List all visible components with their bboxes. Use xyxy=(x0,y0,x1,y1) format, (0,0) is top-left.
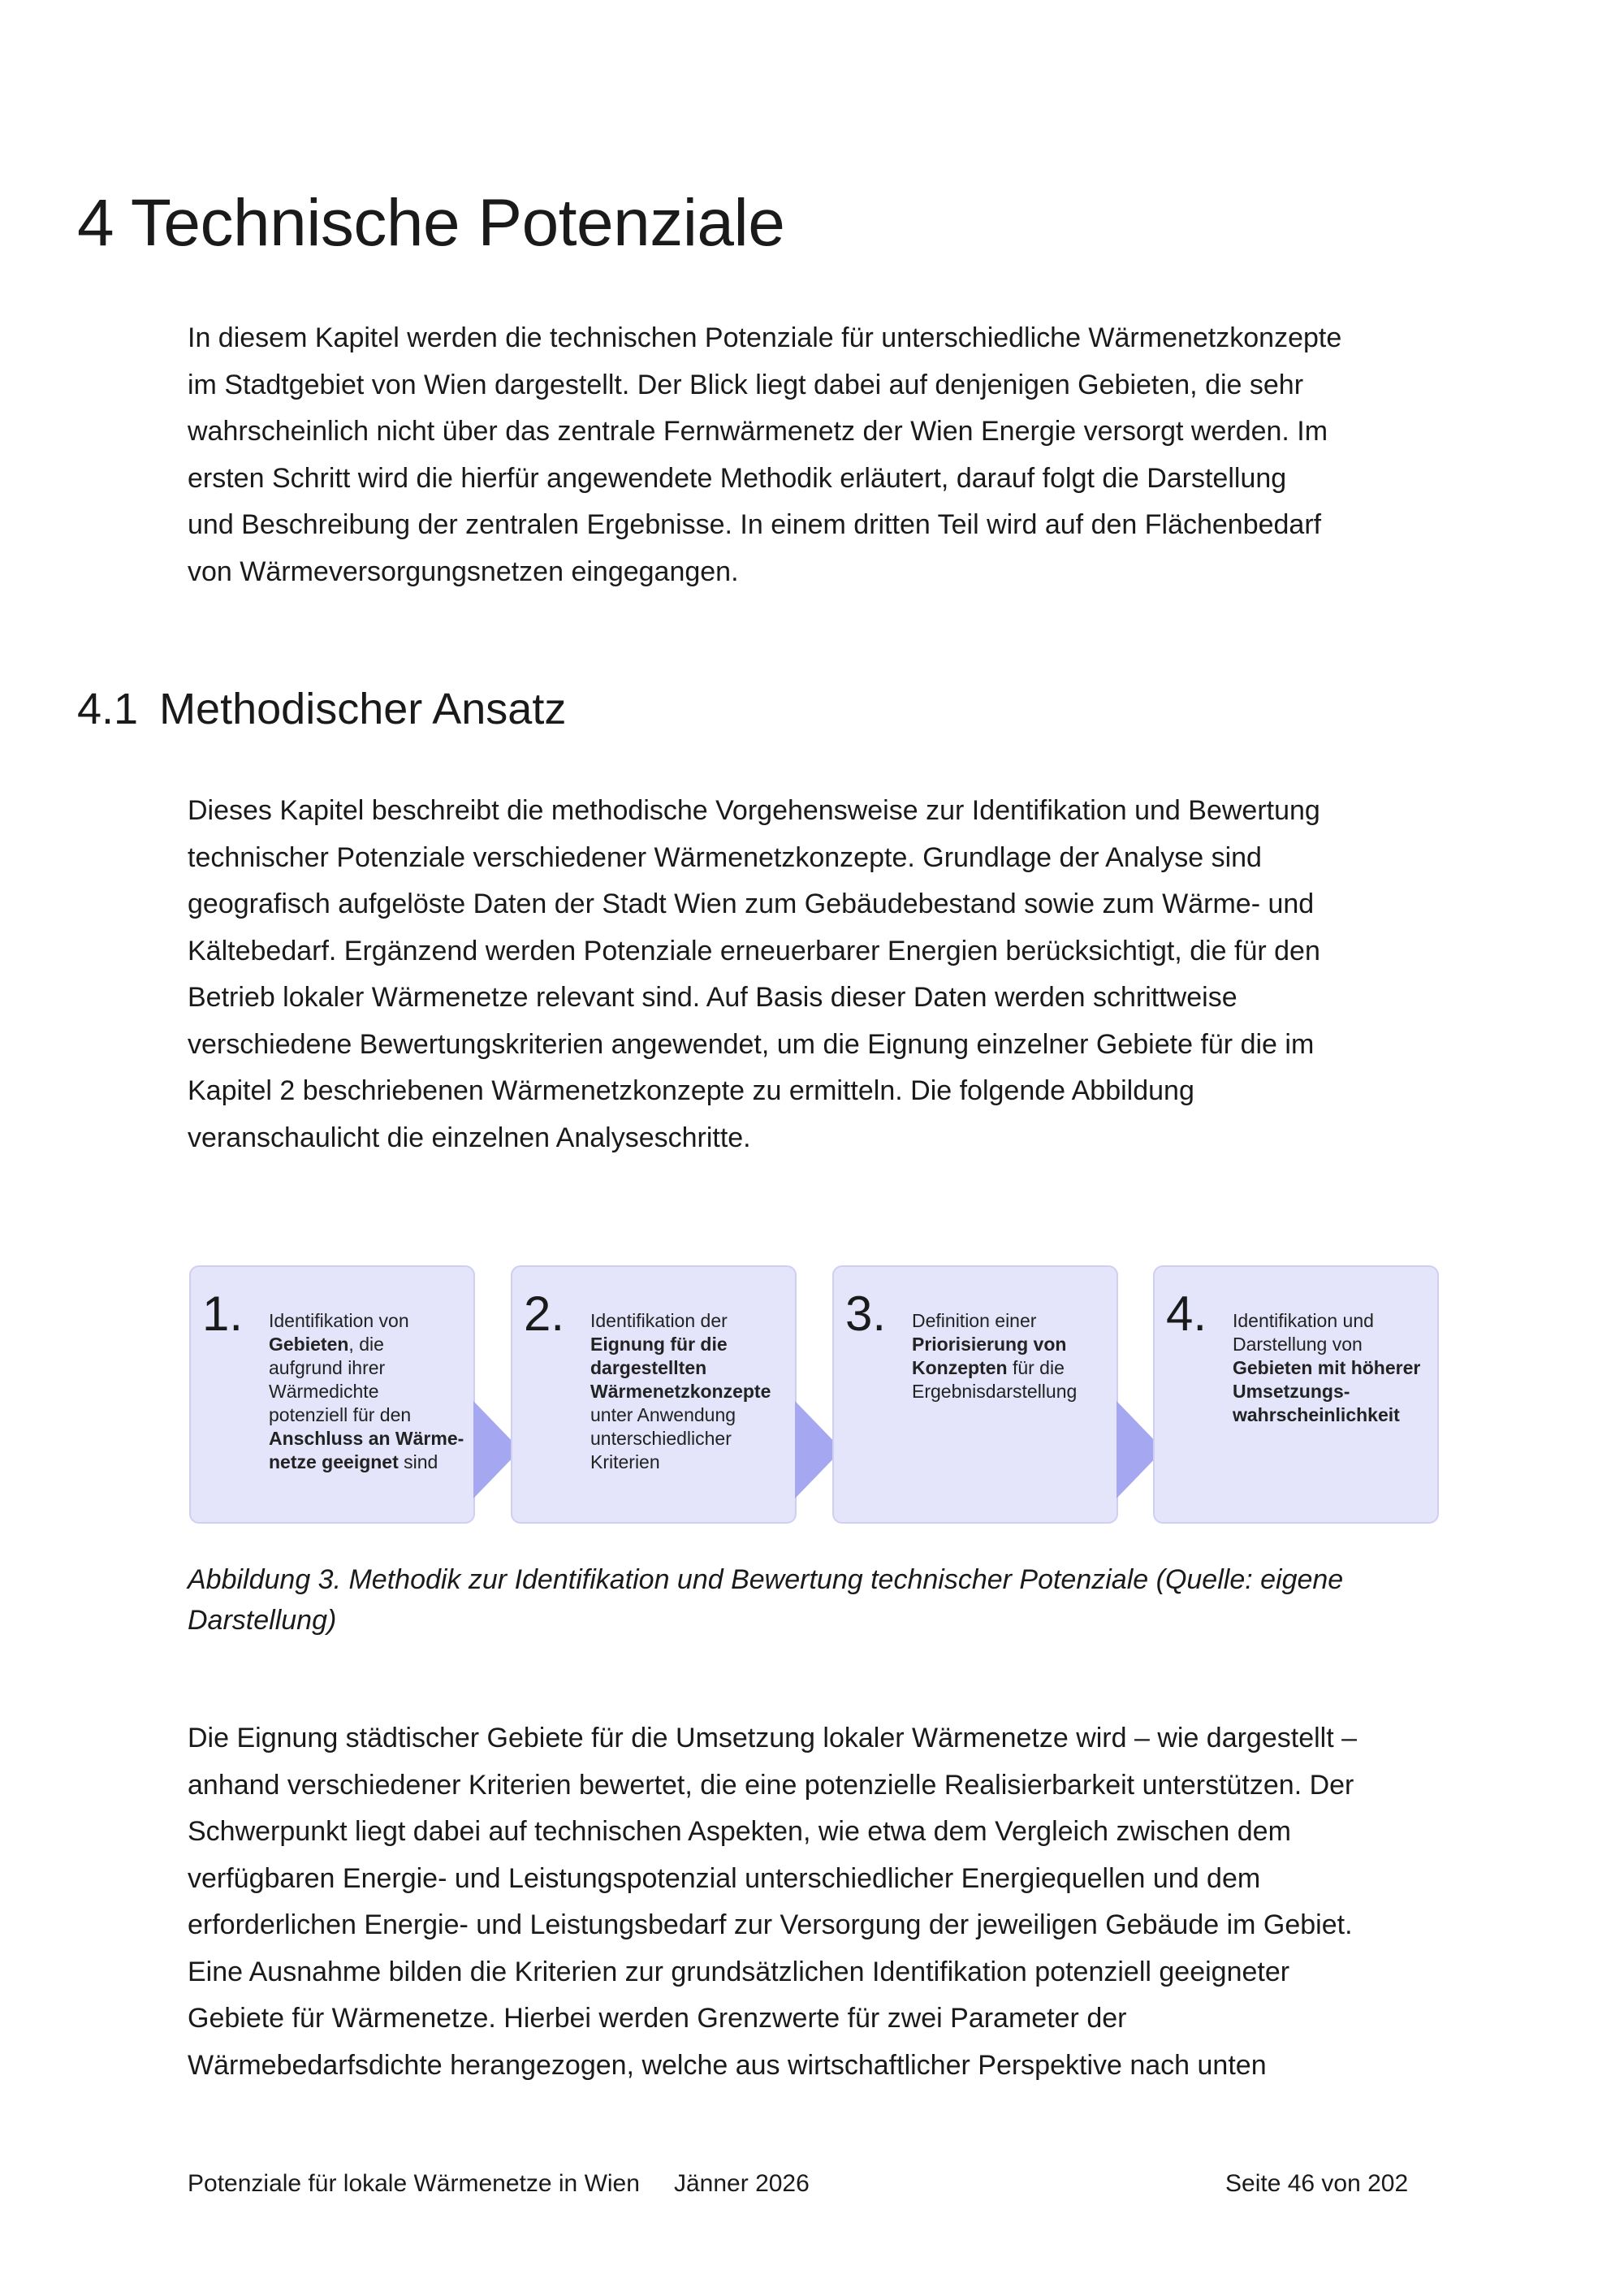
text-line: wahrscheinlich nicht über das zentrale Fernwärmenetz der Wien Energie versorgt werden. Im xyxy=(188,416,1328,447)
step-text-segment: Gebieten mit höherer xyxy=(1233,1357,1421,1378)
figure-caption xyxy=(188,1559,1343,1641)
step-text-segment: , die xyxy=(348,1334,384,1355)
text-line: Betrieb lokaler Wärmenetze relevant sind. Auf Basis dieser Daten werden schrittweise xyxy=(188,982,1237,1013)
text-line: ersten Schritt wird die hierfür angewendete Methodik erläutert, darauf folgt die Darstellung xyxy=(188,462,1287,494)
text-line: Gebiete für Wärmenetze. Hierbei werden Grenzwerte für zwei Parameter der xyxy=(188,2003,1127,2034)
text-line: im Stadtgebiet von Wien dargestellt. Der Blick liegt dabei auf denjenigen Gebieten, die sehr xyxy=(188,369,1304,400)
text-line: verfügbaren Energie- und Leistungspotenzial unterschiedlicher Energiequellen und dem xyxy=(188,1862,1261,1894)
step-text-segment: Priorisierung von xyxy=(912,1334,1067,1355)
text-line: Dieses Kapitel beschreibt die methodische Vorgehensweise zur Identifikation und Bewertung xyxy=(188,795,1320,826)
text-line: Darstellung) xyxy=(188,1605,337,1636)
step-text-segment: sind xyxy=(398,1451,438,1472)
step-text-segment: potenziell für den xyxy=(269,1404,412,1425)
footer-date: Jänner 2026 xyxy=(674,2170,810,2197)
text-line: verschiedene Bewertungskriterien angewendet, um die Eignung einzelner Gebiete für die im xyxy=(188,1028,1315,1060)
section-heading xyxy=(77,684,566,734)
step-number: 2. xyxy=(524,1286,565,1341)
step-box-1 xyxy=(189,1265,475,1524)
step-text-segment: Wärmenetzkonzepte xyxy=(590,1381,771,1402)
step-text-segment: netze geeignet xyxy=(269,1451,399,1472)
step-text xyxy=(1233,1309,1420,1427)
step-box-2 xyxy=(511,1265,797,1524)
step-text-segment: Konzepten xyxy=(912,1357,1008,1378)
step-text-segment: unterschiedlicher xyxy=(590,1428,732,1449)
text-line: geografisch aufgelöste Daten der Stadt Wien zum Gebäudebestand sowie zum Wärme- und xyxy=(188,889,1315,919)
section-title: Methodischer Ansatz xyxy=(159,685,567,733)
text-line: Schwerpunkt liegt dabei auf technischen Aspekten, wie etwa dem Vergleich zwischen dem xyxy=(188,1816,1291,1847)
text-line: Eine Ausnahme bilden die Kriterien zur grundsätzlichen Identifikation potenziell geeigneter xyxy=(188,1956,1290,1987)
step-text-segment: Identifikation und xyxy=(1233,1310,1374,1331)
step-box-3 xyxy=(832,1265,1118,1524)
text-line: Kapitel 2 beschriebenen Wärmenetzkonzepte zu ermitteln. Die folgende Abbildung xyxy=(188,1075,1194,1106)
step-text-segment: Anschluss an Wärme- xyxy=(269,1428,464,1449)
footer-page-number: Seite 46 von 202 xyxy=(1225,2170,1409,2197)
step-number: 3. xyxy=(845,1286,887,1341)
body-paragraph xyxy=(188,1715,1357,2089)
step-text-segment: wahrscheinlichkeit xyxy=(1233,1404,1400,1425)
step-text xyxy=(912,1309,1077,1403)
step-text-segment: Wärmedichte xyxy=(269,1381,379,1402)
step-text-segment: dargestellten xyxy=(590,1357,707,1378)
text-line: Kältebedarf. Ergänzend werden Potenziale erneuerbarer Energien berücksichtigt, die für den xyxy=(188,935,1320,966)
text-line: Die Eignung städtischer Gebiete für die Umsetzung lokaler Wärmenetze wird – wie dargestellt – xyxy=(188,1723,1358,1753)
text-line: veranschaulicht die einzelnen Analyseschritte. xyxy=(188,1122,751,1153)
text-line: von Wärmeversorgungsnetzen eingegangen. xyxy=(188,556,739,587)
step-text-segment: Eignung für die xyxy=(590,1334,728,1355)
step-text-segment: Identifikation von xyxy=(269,1310,409,1331)
step-number: 4. xyxy=(1166,1286,1207,1341)
step-text xyxy=(269,1309,464,1474)
chapter-heading: 4 Technische Potenziale xyxy=(77,186,785,260)
step-text-segment: Ergebnisdarstellung xyxy=(912,1381,1078,1402)
text-line: und Beschreibung der zentralen Ergebnisse. In einem dritten Teil wird auf den Flächenbedarf xyxy=(188,509,1322,540)
step-text-segment: Umsetzungs- xyxy=(1233,1381,1350,1402)
step-text-segment: unter Anwendung xyxy=(590,1404,736,1425)
text-line: In diesem Kapitel werden die technischen Potenziale für unterschiedliche Wärmenetzkonzepte xyxy=(188,322,1342,353)
step-text-segment: aufgrund ihrer xyxy=(269,1357,386,1378)
step-number: 1. xyxy=(202,1286,244,1341)
step-text-segment: Gebieten xyxy=(269,1334,349,1355)
text-line: technischer Potenziale verschiedener Wärmenetzkonzepte. Grundlage der Analyse sind xyxy=(188,841,1262,873)
step-text xyxy=(590,1309,771,1474)
text-line: Abbildung 3. Methodik zur Identifikation und Bewertung technischer Potenziale (Quelle: eigene xyxy=(188,1564,1344,1595)
footer-title: Potenziale für lokale Wärmenetze in Wien xyxy=(188,2170,640,2197)
intro-paragraph xyxy=(188,315,1341,595)
step-text-segment: Kriterien xyxy=(590,1451,660,1472)
step-text-segment: für die xyxy=(1007,1357,1065,1378)
step-box-4 xyxy=(1153,1265,1439,1524)
step-text-segment: Darstellung von xyxy=(1233,1334,1363,1355)
text-line: Wärmebedarfsdichte herangezogen, welche aus wirtschaftlicher Perspektive nach unten xyxy=(188,2049,1267,2081)
method-paragraph xyxy=(188,788,1320,1161)
text-line: erforderlichen Energie- und Leistungsbedarf zur Versorgung der jeweiligen Gebäude im Gebiet. xyxy=(188,1909,1353,1940)
step-text-segment: Definition einer xyxy=(912,1310,1037,1331)
text-line: anhand verschiedener Kriterien bewertet, die eine potenzielle Realisierbarkeit unterstützen. Der xyxy=(188,1769,1354,1801)
section-number: 4.1 xyxy=(77,685,139,733)
step-text-segment: Identifikation der xyxy=(590,1310,728,1331)
